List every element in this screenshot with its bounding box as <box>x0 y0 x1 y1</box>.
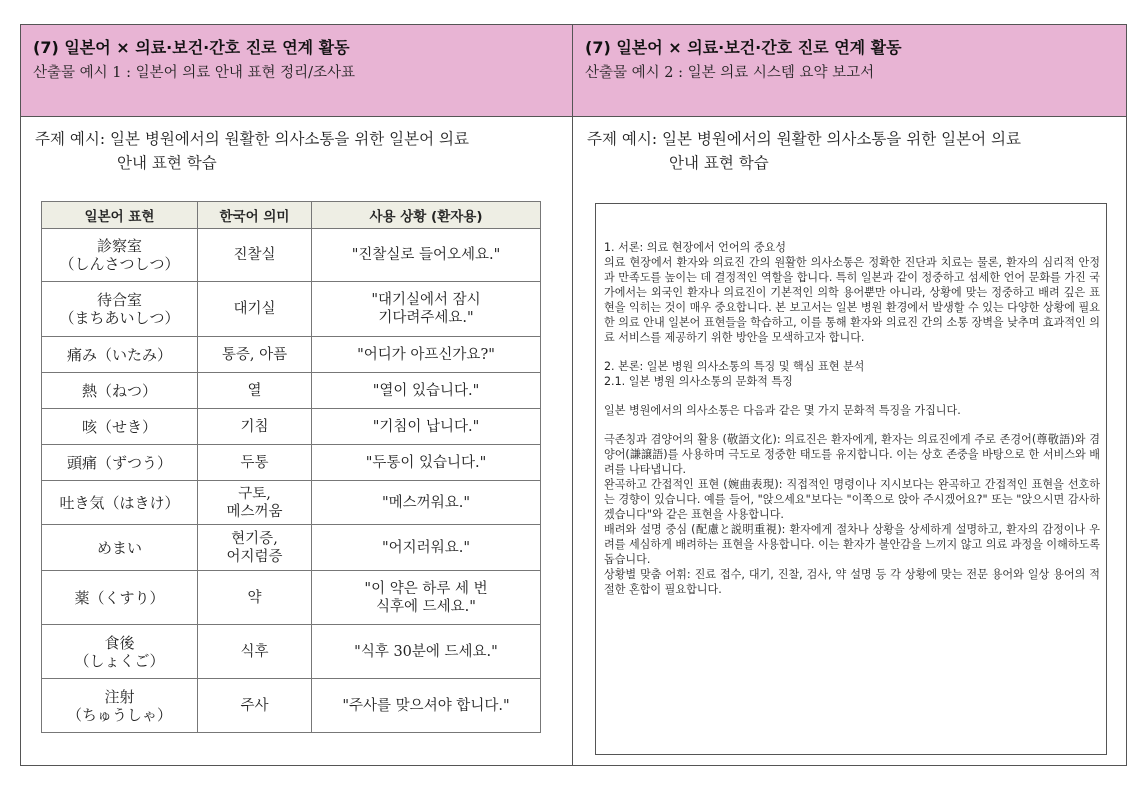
korean-cell <box>198 525 312 571</box>
right-topic-line2: 안내 표현 학습 <box>669 154 769 172</box>
jp-cell <box>42 229 198 282</box>
jp-cell <box>42 679 198 733</box>
table-row <box>42 445 541 481</box>
jp-cell-line: 薬（くすり） <box>74 588 165 607</box>
header-japanese: 일본어 표현 <box>42 202 198 229</box>
usage-cell <box>312 337 541 373</box>
table-row <box>42 625 541 679</box>
table-row <box>42 571 541 625</box>
korean-cell <box>198 481 312 525</box>
usage-cell <box>312 525 541 571</box>
korean-cell-line: 기침 <box>240 418 269 435</box>
korean-cell-line: 약 <box>247 589 262 606</box>
left-topic-line1: 주제 예시: 일본 병원에서의 원활한 의사소통을 위한 일본어 의료 <box>35 130 469 148</box>
jp-cell-line: 注射 <box>104 687 135 706</box>
worksheet-page <box>20 24 1127 766</box>
left-title: (7) 일본어 × 의료·보건·간호 진로 연계 활동 <box>33 38 350 57</box>
korean-cell-line: 통증, 아픔 <box>221 346 288 363</box>
korean-cell <box>198 679 312 733</box>
header-korean: 한국어 의미 <box>198 202 312 229</box>
usage-cell <box>312 625 541 679</box>
table-row <box>42 481 541 525</box>
right-topic <box>573 117 1126 175</box>
report-intro-body: 의료 현장에서 환자와 의료진 간의 원활한 의사소통은 정확한 진단과 치료는 물론, 환자의 심리적 안정과 만족도를 높이는 데 결정적인 역할을 합니다. 특히 일본과 같이 정중하고 섬세한 언어 문화를 가진 국가에서는 외국인 환자나 의료진이 기본적인 의학 용어뿐만 아니라, 상황에 맞는 정중하고 배려 깊은 표현을 익히는 것이 매우 중요합니다. 본 보고서는 일본 병원 환경에서 발생할 수 있는 다양한 상황에 필요한 의료 안내 일본어 표현들을 학습하고, 이를 통해 환자와 의료진 간의 소통 장벽을 낮추며 효과적인 의료 서비스를 제공하기 위한 방안을 모색하고자 합니다. <box>604 256 1100 344</box>
usage-cell <box>312 445 541 481</box>
korean-cell-line: 대기실 <box>233 301 276 317</box>
jp-cell <box>42 481 198 525</box>
usage-cell-line: "대기실에서 잠시 <box>371 292 481 308</box>
report-point-honorifics: 극존칭과 겸양어의 활용 (敬語文化): 의료진은 환자에게, 환자는 의료진에게 주로 존경어(尊敬語)와 겸양어(謙譲語)를 사용하며 극도로 정중한 태도를 유지합니다. 이는 상호 존중을 바탕으로 한 서비스와 배려를 나타냅니다. <box>604 433 1100 476</box>
table-header-row <box>42 202 541 229</box>
jp-cell <box>42 373 198 409</box>
jp-cell-line: めまい <box>96 538 142 557</box>
korean-cell <box>198 409 312 445</box>
korean-cell <box>198 229 312 282</box>
jp-cell-line: （しょくご） <box>74 651 165 670</box>
table-row <box>42 409 541 445</box>
jp-cell <box>42 337 198 373</box>
jp-cell-line: 頭痛（ずつう） <box>66 453 172 472</box>
usage-cell-line: "이 약은 하루 세 번 <box>364 580 488 597</box>
korean-cell <box>198 373 312 409</box>
korean-cell-line: 어지럼증 <box>226 548 283 565</box>
usage-cell-line: 기다려주세요." <box>378 310 474 326</box>
summary-report <box>595 203 1107 755</box>
report-point-vocabulary: 상황별 맞춤 어휘: 진료 접수, 대기, 진찰, 검사, 약 설명 등 각 상황에 맞는 전문 용어와 일상 용어의 적절한 혼합이 필요합니다. <box>604 568 1100 596</box>
table-row <box>42 229 541 282</box>
korean-cell-line: 구토, <box>238 485 271 502</box>
korean-cell-line: 주사 <box>240 697 269 714</box>
jp-cell <box>42 445 198 481</box>
jp-cell-line: 咳（せき） <box>81 417 157 436</box>
usage-cell <box>312 679 541 733</box>
right-topic-line1: 주제 예시: 일본 병원에서의 원활한 의사소통을 위한 일본어 의료 <box>587 130 1021 148</box>
report-intro-heading: 1. 서론: 의료 현장에서 언어의 중요성 <box>604 241 786 254</box>
korean-cell-line: 열 <box>247 382 262 399</box>
jp-cell-line: 熱（ねつ） <box>81 381 157 400</box>
table-row <box>42 679 541 733</box>
usage-cell <box>312 282 541 337</box>
report-subsection-heading: 2.1. 일본 병원 의사소통의 문화적 특징 <box>604 375 793 388</box>
usage-cell <box>312 229 541 282</box>
jp-cell-line: 診察室 <box>96 237 142 255</box>
usage-cell-line: "진찰실로 들어오세요." <box>351 247 501 263</box>
korean-cell-line: 두통 <box>240 454 269 471</box>
left-subtitle: 산출물 예시 1 : 일본어 의료 안내 표현 정리/조사표 <box>33 65 356 81</box>
usage-cell-line: "어지러워요." <box>382 539 470 556</box>
usage-cell-line: "주사를 맞으셔야 합니다." <box>342 697 510 714</box>
usage-cell <box>312 373 541 409</box>
korean-cell-line: 진찰실 <box>233 247 276 263</box>
jp-cell-line: 痛み（いたみ） <box>66 345 172 364</box>
left-header <box>21 25 572 117</box>
usage-cell-line: 식후에 드세요." <box>376 598 476 615</box>
usage-cell-line: "기침이 납니다." <box>372 418 480 435</box>
jp-cell-line: （まちあいしつ） <box>59 309 180 327</box>
report-main-heading: 2. 본론: 일본 병원 의사소통의 특징 및 핵심 표현 분석 <box>604 360 865 373</box>
report-point-indirect: 완곡하고 간접적인 표현 (婉曲表現): 직접적인 명령이나 지시보다는 완곡하고 간접적인 표현을 선호하는 경향이 있습니다. 예를 들어, "앉으세요"보다는 "이쪽으로 앉아 주시겠어요?" 또는 "앉으시면 감사하겠습니다"와 같은 표현을 사용합니다. <box>604 478 1100 521</box>
korean-cell-line: 식후 <box>240 643 269 660</box>
korean-cell-line: 메스꺼움 <box>226 503 283 520</box>
jp-cell <box>42 571 198 625</box>
usage-cell-line: "두통이 있습니다." <box>365 454 487 471</box>
jp-cell <box>42 525 198 571</box>
left-topic <box>21 117 572 175</box>
report-subsection-intro: 일본 병원에서의 의사소통은 다음과 같은 몇 가지 문화적 특징을 가집니다. <box>604 404 961 417</box>
left-topic-line2: 안내 표현 학습 <box>117 154 217 172</box>
table-row <box>42 373 541 409</box>
korean-cell <box>198 337 312 373</box>
right-column <box>573 25 1126 765</box>
jp-cell-line: （しんさつしつ） <box>59 255 180 273</box>
header-usage: 사용 상황 (환자용) <box>312 202 541 229</box>
right-header <box>573 25 1126 117</box>
usage-cell <box>312 409 541 445</box>
usage-cell-line: "식후 30분에 드세요." <box>354 643 498 660</box>
korean-cell <box>198 625 312 679</box>
medical-expression-table <box>41 201 541 733</box>
usage-cell-line: "어디가 아프신가요?" <box>357 346 495 363</box>
right-subtitle: 산출물 예시 2 : 일본 의료 시스템 요약 보고서 <box>585 65 875 81</box>
usage-cell-line: "열이 있습니다." <box>372 382 480 399</box>
korean-cell <box>198 282 312 337</box>
usage-cell-line: "메스꺼워요." <box>382 494 470 511</box>
jp-cell <box>42 409 198 445</box>
korean-cell-line: 현기증, <box>231 530 278 547</box>
left-column <box>21 25 573 765</box>
jp-cell-line: （ちゅうしゃ） <box>66 705 172 724</box>
usage-cell <box>312 481 541 525</box>
jp-cell-line: 待合室 <box>96 291 142 309</box>
table-row <box>42 337 541 373</box>
table-row <box>42 282 541 337</box>
korean-cell <box>198 445 312 481</box>
right-title: (7) 일본어 × 의료·보건·간호 진로 연계 활동 <box>585 38 902 57</box>
jp-cell-line: 食後 <box>104 633 135 652</box>
korean-cell <box>198 571 312 625</box>
report-point-consideration: 배려와 설명 중심 (配慮と説明重視): 환자에게 절차나 상황을 상세하게 설명하고, 환자의 감정이나 우려를 세심하게 배려하는 표현을 사용합니다. 이는 환자가 불안감을 느끼지 않고 의료 과정을 이해하도록 돕습니다. <box>604 523 1100 566</box>
table-row <box>42 525 541 571</box>
jp-cell <box>42 282 198 337</box>
usage-cell <box>312 571 541 625</box>
jp-cell <box>42 625 198 679</box>
table-body <box>42 229 541 733</box>
jp-cell-line: 吐き気（はきけ） <box>59 493 180 512</box>
